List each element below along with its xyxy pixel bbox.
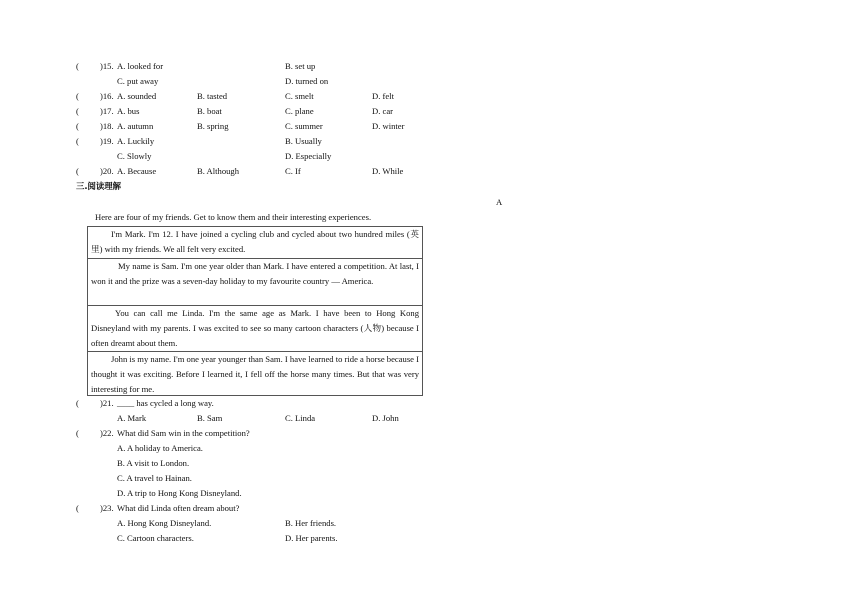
passage-table	[87, 226, 423, 396]
answer-paren: (	[76, 166, 79, 176]
question-number: )18.	[100, 121, 114, 131]
option-d: D. Especially	[285, 151, 332, 161]
option-a: A. Because	[117, 166, 157, 176]
option-b: B. tasted	[197, 91, 228, 101]
option-c: C. Linda	[285, 413, 316, 423]
passage-text: I'm Mark. I'm 12. I have joined a cycling club and cycled about two hundred miles (英里) with my friends. We all felt very excited.	[91, 229, 419, 255]
option-d: D. winter	[372, 121, 405, 131]
option-c: C. put away	[117, 76, 159, 86]
answer-paren: (	[76, 61, 79, 71]
option-a: A. sounded	[117, 91, 157, 101]
passage-cell-john	[88, 351, 422, 397]
question-number: )21.	[100, 398, 114, 408]
question-stem: What did Sam win in the competition?	[117, 428, 250, 438]
question-number: )17.	[100, 106, 114, 116]
answer-paren: (	[76, 398, 79, 408]
option-b: B. spring	[197, 121, 229, 131]
question-number: )23.	[100, 503, 114, 513]
option-c: C. Cartoon characters.	[117, 533, 194, 543]
option-a: A. bus	[117, 106, 140, 116]
question-number: )22.	[100, 428, 114, 438]
option-d: D. felt	[372, 91, 394, 101]
option-b: B. boat	[197, 106, 222, 116]
option-c: C. summer	[285, 121, 323, 131]
option-a: A. Hong Kong Disneyland.	[117, 518, 212, 528]
passage-text: John is my name. I'm one year younger than Sam. I have learned to ride a horse because I thought it was exciting. Before I learned it, I fell off the horse many times. But that was very interesting for me.	[91, 354, 419, 395]
option-d: D. John	[372, 413, 399, 423]
option-a: A. looked for	[117, 61, 164, 71]
question-number: )16.	[100, 91, 114, 101]
answer-paren: (	[76, 91, 79, 101]
question-stem: What did Linda often dream about?	[117, 503, 240, 513]
passage-cell-linda	[88, 305, 422, 351]
option-c: C. A travel to Hainan.	[117, 473, 192, 483]
question-number: )15.	[100, 61, 114, 71]
option-d: D. Her parents.	[285, 533, 338, 543]
option-d: D. car	[372, 106, 393, 116]
option-d: D. A trip to Hong Kong Disneyland.	[117, 488, 242, 498]
passage-text: You can call me Linda. I'm the same age as Mark. I have been to Hong Kong Disneyland with my parents. I was excited to see so many cartoon characters (人物) because I often dreamt about them.	[91, 308, 419, 349]
passage-label: A	[496, 197, 503, 207]
answer-paren: (	[76, 136, 79, 146]
question-number: )20.	[100, 166, 114, 176]
option-c: C. smelt	[285, 91, 314, 101]
option-b: B. Her friends.	[285, 518, 337, 528]
option-a: A. autumn	[117, 121, 154, 131]
answer-paren: (	[76, 503, 79, 513]
option-a: A. Mark	[117, 413, 147, 423]
passage-text: My name is Sam. I'm one year older than Mark. I have entered a competition. At last, I won it and the prize was a seven-day holiday to my favourite country — America.	[91, 261, 419, 287]
option-a: A. A holiday to America.	[117, 443, 203, 453]
option-b: B. set up	[285, 61, 316, 71]
option-d: D. turned on	[285, 76, 329, 86]
answer-paren: (	[76, 106, 79, 116]
option-a: A. Luckily	[117, 136, 155, 146]
option-c: C. If	[285, 166, 301, 176]
question-stem: ____ has cycled a long way.	[117, 398, 214, 408]
option-c: C. Slowly	[117, 151, 152, 161]
option-b: B. A visit to London.	[117, 458, 190, 468]
answer-paren: (	[76, 428, 79, 438]
option-c: C. plane	[285, 106, 314, 116]
section-title: 三.阅读理解	[76, 181, 122, 191]
option-b: B. Usually	[285, 136, 322, 146]
option-b: B. Sam	[197, 413, 223, 423]
passage-cell-mark	[88, 227, 422, 258]
question-number: )19.	[100, 136, 114, 146]
passage-intro: Here are four of my friends. Get to know them and their interesting experiences.	[95, 212, 372, 222]
option-b: B. Although	[197, 166, 240, 176]
option-d: D. While	[372, 166, 404, 176]
answer-paren: (	[76, 121, 79, 131]
passage-cell-sam	[88, 258, 422, 305]
